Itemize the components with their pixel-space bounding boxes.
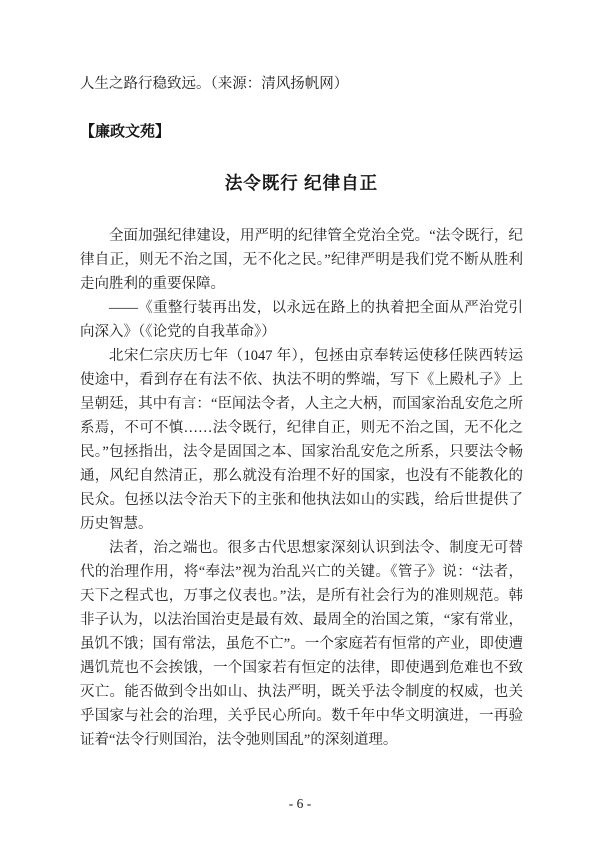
article-title: 法令既行 纪律自正 <box>224 173 379 193</box>
paragraph-commentary: 法者，治之端也。很多古代思想家深刻认识到法令、制度无可替代的治理作用，将“奉法”视为治乱兴亡的关键。《管子》说：“法者，天下之程式也，万事之仪表也。”法，是所有社会行为的准则规范。韩非子认为，以法治国治吏是最有效、最周全的治国之策，“家有常业，虽饥不饿；国有常法，虽危不亡”。一个家庭若有恒常的产业，即使遭遇饥荒也不会挨饿，一个国家若有恒定的法律，即使遇到危难也不致灭亡。能否做到令出如山、执法严明，既关乎法令制度的权威，也关乎国家与社会的治理，关乎民心所向。数千年中华文明演进，一再验证着“法令行则国治，法令弛则国乱”的深刻道理。 <box>80 540 523 748</box>
intro-line: 人生之路行稳致远。（来源：清风扬帆网） <box>80 76 349 92</box>
paragraph-history: 北宋仁宗庆历七年（1047 年），包拯由京奉转运使移任陕西转运使途中，看到存在有法不依、执法不明的弊端，写下《上殿札子》上呈朝廷，其中有言：“臣闻法令者，人主之大柄，而国家治乱安危之所系焉，不可不慎……法令既行，纪律自正，则无不治之国，无不化之民。”包拯指出，法令是固国之本、国家治乱安危之所系，只要法令畅通，风纪自然清正，那么就没有治理不好的国家，也没有不能教化的民众。包拯以法令治天下的主张和他执法如山的实践，给后世提供了历史智慧。 <box>80 348 523 532</box>
section-header: 【廉政文苑】 <box>80 124 171 140</box>
paragraph-source-attribution: ——《重整行装再出发，以永远在路上的执着把全面从严治党引向深入》（《论党的自我革命》） <box>80 300 523 340</box>
paragraph-lead: 全面加强纪律建设，用严明的纪律管全党治全党。“法令既行，纪律自正，则无不治之国，无不化之民。”纪律严明是我们党不断从胜利走向胜利的重要保障。 <box>80 228 523 292</box>
page-number: - 6 - <box>288 796 312 811</box>
